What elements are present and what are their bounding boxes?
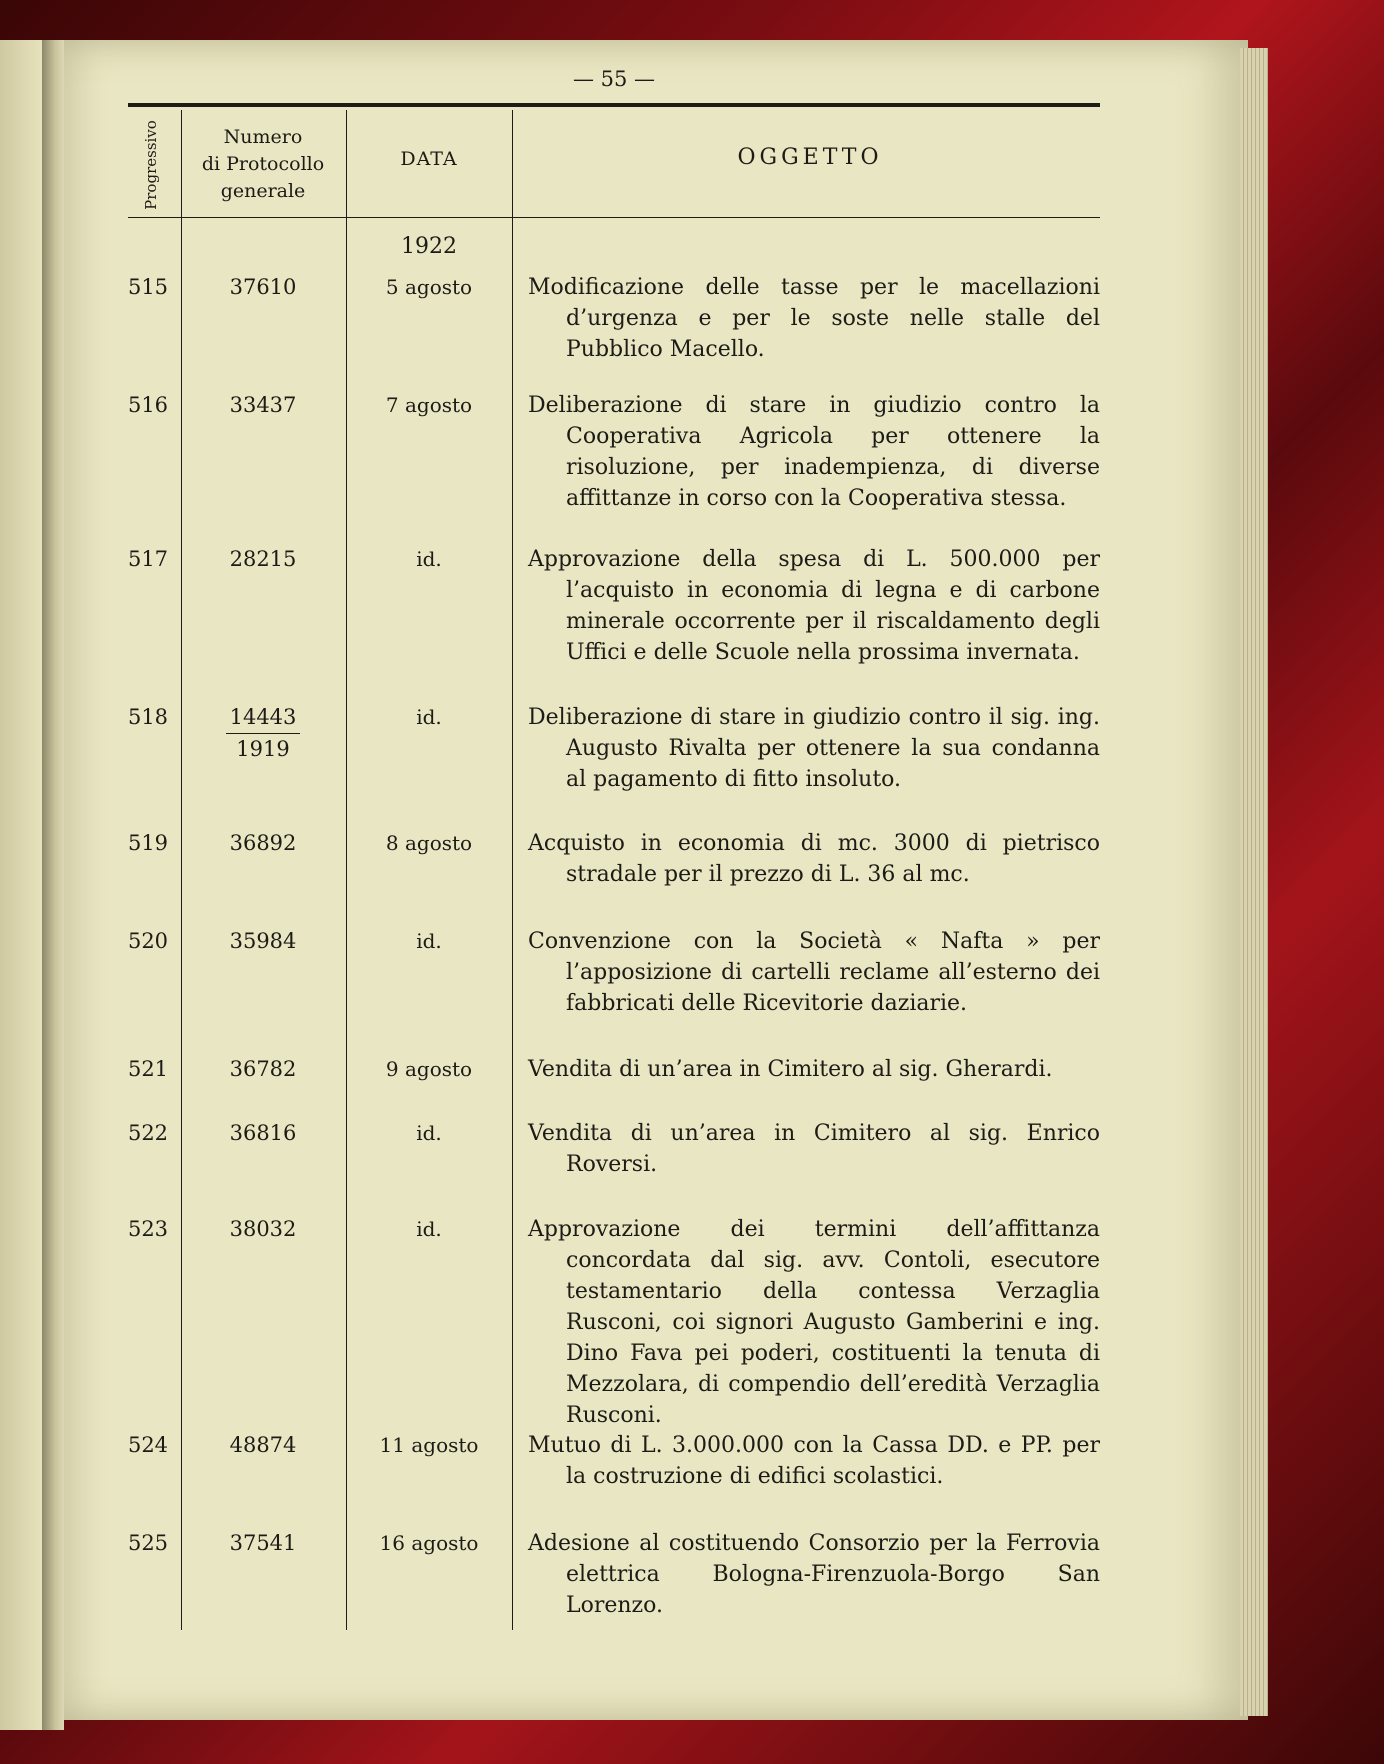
row-data: 5 agosto [385,275,473,299]
row-data: id. [416,1217,442,1241]
header-numero [183,124,343,205]
row-protocollo: 33437 [229,393,297,417]
row-oggetto: Acquisto in economia di mc. 3000 di pietrisco stradale per il prezzo di L. 36 al mc. [528,831,1100,887]
row-oggetto: Vendita di un’area in Cimitero al sig. Gherardi. [528,1057,1053,1082]
row-data: 11 agosto [379,1433,479,1457]
row-protocollo-year: 1919 [236,737,290,761]
fraction-line [226,733,300,734]
row-protocollo [183,702,343,765]
row-progressivo: 525 [127,1531,169,1555]
row-protocollo: 37610 [229,275,297,299]
header-numero-line2: di Protocollo [201,153,325,175]
page-number: — 55 — [572,67,656,91]
row-protocollo: 36892 [229,831,297,855]
row-data: 9 agosto [385,1057,473,1081]
row-protocollo: 38032 [229,1217,297,1241]
row-progressivo: 517 [127,547,169,571]
row-oggetto: Adesione al costituendo Consorzio per la Ferrovia elettrica Bologna-Firenzuola-Borgo San Lorenzo. [528,1531,1100,1618]
row-data: id. [416,547,442,571]
row-protocollo: 36782 [229,1057,297,1081]
row-data: 16 agosto [379,1531,479,1555]
table-header-rule [128,217,1100,218]
row-progressivo: 521 [127,1057,169,1081]
row-progressivo: 518 [127,705,169,729]
row-oggetto: Approvazione della spesa di L. 500.000 per l’acquisto in economia di legna e di carbone minerale occorrente per il riscaldamento degli Uffici e delle Scuole nella prossima invernata. [528,547,1100,665]
year-label: 1922 [401,234,457,259]
row-data: id. [416,1121,442,1145]
row-progressivo: 522 [127,1121,169,1145]
header-data: DATA [400,148,458,170]
row-protocollo-number: 14443 [229,705,297,729]
header-numero-line3: generale [220,180,306,202]
header-progressivo [125,120,177,210]
page-edges [1240,48,1268,1716]
row-protocollo: 28215 [229,547,297,571]
header-oggetto: OGGETTO [737,145,883,170]
column-divider [346,110,347,1630]
row-oggetto: Approvazione dei termini dell’affittanza concordata dal sig. avv. Contoli, esecutore testamentario della contessa Verzaglia Rusconi, coi signori Augusto Gamberini e ing. Dino Fava pei poderi, costituenti la tenuta di Mezzolara, di compendio dell’eredità Verzaglia Rusconi. [528,1217,1100,1428]
row-data: 8 agosto [385,831,473,855]
row-progressivo: 515 [127,275,169,299]
row-oggetto: Modificazione delle tasse per le macellazioni d’urgenza e per le soste nelle stalle del Pubblico Macello. [528,275,1100,362]
row-protocollo: 48874 [229,1433,297,1457]
row-oggetto: Convenzione con la Società « Nafta » per l’apposizione di cartelli reclame all’esterno dei fabbricati delle Ricevitorie daziarie. [528,929,1100,1016]
row-data: id. [416,705,442,729]
row-progressivo: 516 [127,393,169,417]
row-progressivo: 519 [127,831,169,855]
row-data: 7 agosto [385,393,473,417]
row-progressivo: 520 [127,929,169,953]
row-protocollo: 36816 [229,1121,297,1145]
table-top-rule [128,103,1100,107]
row-oggetto: Vendita di un’area in Cimitero al sig. Enrico Roversi. [528,1121,1100,1177]
row-oggetto: Deliberazione di stare in giudizio contro la Cooperativa Agricola per ottenere la risoluzione, per inadempienza, di diverse affittanze in corso con la Cooperativa stessa. [528,393,1100,511]
row-protocollo: 37541 [229,1531,297,1555]
column-divider [512,110,513,1630]
row-progressivo: 523 [127,1217,169,1241]
row-data: id. [416,929,442,953]
book-gutter [42,40,64,1730]
header-numero-line1: Numero [223,126,303,148]
row-progressivo: 524 [127,1433,169,1457]
row-oggetto: Deliberazione di stare in giudizio contro il sig. ing. Augusto Rivalta per ottenere la sua condanna al pagamento di fitto insoluto. [528,705,1100,792]
header-progressivo-label: Progressivo [142,120,160,210]
row-oggetto: Mutuo di L. 3.000.000 con la Cassa DD. e PP. per la costruzione di edifici scolastici. [528,1433,1100,1489]
column-divider [181,110,182,1630]
row-protocollo: 35984 [229,929,297,953]
